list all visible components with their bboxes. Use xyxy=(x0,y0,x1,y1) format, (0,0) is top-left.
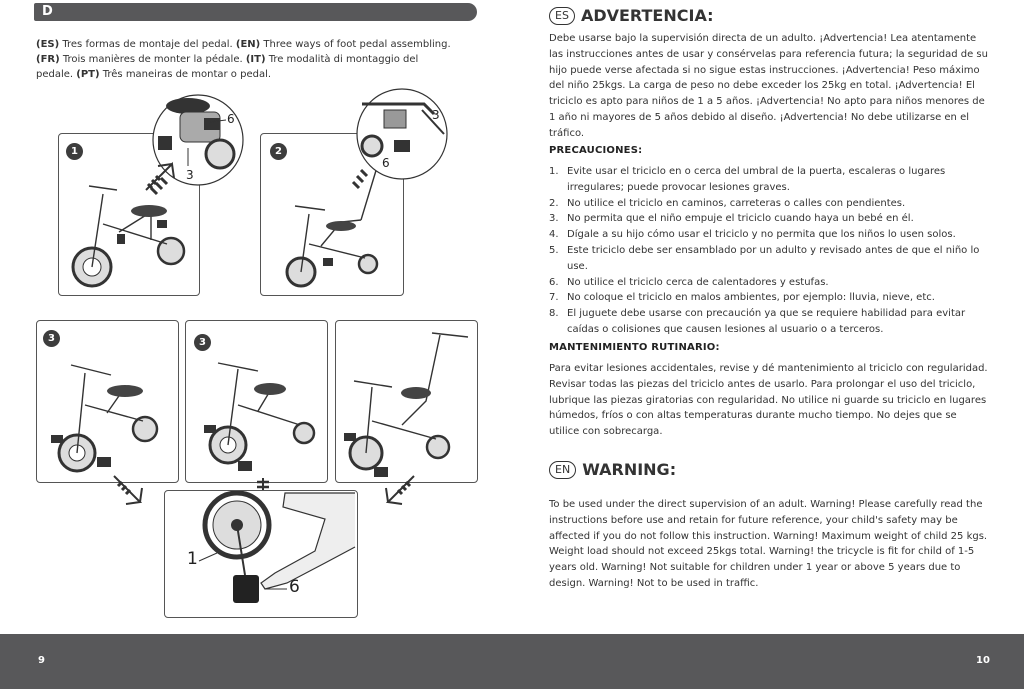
callout-1-detail: 1 xyxy=(187,549,198,569)
list-item: 8. El juguete debe usarse con precaución ya que se requiere habilidad para evitar caídas o colisiones que causen lesiones al usuario o a terceros. xyxy=(549,308,966,335)
list-item: 3. No permita que el niño empuje el triciclo cuando haya un bebé en él. xyxy=(549,213,914,225)
footer-bar xyxy=(0,634,1024,689)
intro-lang-pt: (PT) xyxy=(76,69,100,80)
zoom-detail-2 xyxy=(354,86,450,182)
es-heading-text: ADVERTENCIA: xyxy=(580,6,714,25)
intro-text-fr: Trois manières de monter la pédale. xyxy=(59,54,246,65)
section-header-bar xyxy=(34,3,477,21)
list-item: 2. No utilice el triciclo en caminos, carreteras o calles con pendientes. xyxy=(549,197,906,209)
tricycle-illustration-3b xyxy=(186,321,327,482)
intro-text-it: Tre modalità di montaggio del pedale. xyxy=(36,54,419,80)
intro-lang-it: (IT) xyxy=(245,54,266,65)
en-badge: EN xyxy=(549,461,576,479)
es-warning-text: Debe usarse bajo la supervisión directa de un adulto. ¡Advertencia! Lea atentamente las instrucciones antes de usar y consérvelas para referencia futura; la seguridad de su hijo puede verse afectada si no sigue estas instrucciones. ¡Advertencia! Peso máximo del niño 25kgs. La carga de peso no debe exceder los 25kg en total. ¡Advertencia! El triciclo es apto para niños de 1 a 5 años. ¡Advertencia! No apto para niños menores de 1 año ni mayores de 5 años debido al diseño. ¡Advertencia! No debe utilizarse en el tráfico. xyxy=(549,33,988,139)
callout-3-panel1: 3 xyxy=(186,168,194,182)
callout-6-panel1: 6 xyxy=(227,112,235,126)
precautions-list xyxy=(549,164,989,338)
step-3b-panel xyxy=(185,320,328,483)
intro-lang-fr: (FR) xyxy=(36,54,60,65)
list-item: 4. Dígale a su hijo cómo usar el triciclo y no permita que los niños lo usen solos. xyxy=(549,229,956,241)
maintenance-text: Para evitar lesiones accidentales, revise y dé mantenimiento al triciclo con regularidad. Revisar todas las piezas del triciclo antes de usarlo. Para prolongar el uso del triciclo, lubrique las piezas giratorias con regularidad. No utilice ni guarde su triciclo en lugares húmedos, fríos o con altas temperaturas durante mucho tiempo. No dejes que se utilice con sobrecarga. xyxy=(549,363,988,438)
tricycle-illustration-3c xyxy=(336,321,477,482)
en-heading-text: WARNING: xyxy=(582,460,677,479)
intro-lang-en: (EN) xyxy=(235,39,261,50)
arrow-icon-1 xyxy=(142,160,178,196)
step-3a-badge: 3 xyxy=(43,330,60,347)
step-3a-panel xyxy=(36,320,179,483)
arrow-icon-3a xyxy=(110,472,146,508)
maintenance-title: MANTENIMIENTO RUTINARIO: xyxy=(549,342,720,353)
en-heading xyxy=(549,460,676,479)
step-1-badge: 1 xyxy=(66,143,83,160)
intro-text-pt: Três maneiras de montar o pedal. xyxy=(99,69,272,80)
list-item: 1. Evite usar el triciclo en o cerca del umbral de la puerta, escaleras o lugares irregulares; puede provocar lesiones graves. xyxy=(549,166,946,193)
arrow-icon-3c xyxy=(382,472,418,508)
intro-text-es: Tres formas de montaje del pedal. xyxy=(59,39,236,50)
callout-6-detail: 6 xyxy=(289,577,300,597)
intro-text-en: Three ways of foot pedal assembling. xyxy=(260,39,451,50)
list-item: 5. Este triciclo debe ser ensamblado por un adulto y revisado antes de que el niño lo use. xyxy=(549,244,980,272)
callout-6-panel2: 6 xyxy=(382,156,390,170)
step-2-badge: 2 xyxy=(270,143,287,160)
intro-text xyxy=(36,37,456,82)
section-letter: D xyxy=(42,4,53,19)
step-3b-badge: 3 xyxy=(194,334,211,351)
tricycle-illustration-3a xyxy=(37,321,178,482)
callout-3-panel2: 3 xyxy=(432,108,440,122)
precautions-title: PRECAUCIONES: xyxy=(549,145,643,156)
intro-lang-es: (ES) xyxy=(36,39,60,50)
list-item: 6. No utilice el triciclo cerca de calentadores y estufas. xyxy=(549,276,829,288)
en-warning-text: To be used under the direct supervision of an adult. Warning! Please carefully read the instructions before use and retain for future reference, your child's safety may be affected if you do not follow this instruction. Warning! Maximum weight of child 25 kgs. Weight load should not exceed 25kgs total. Warning! the tricycle is fit for child of 1-5 years old. Warning! Not suitable for children under 1 year or above 5 years due to design. Warning! Not to be used in traffic. xyxy=(549,499,988,589)
page-number-right: 10 xyxy=(976,655,990,666)
es-heading xyxy=(549,6,714,25)
pedal-detail-panel xyxy=(164,490,358,618)
step-3c-panel xyxy=(335,320,478,483)
es-badge: ES xyxy=(549,7,575,25)
page-number-left: 9 xyxy=(38,655,45,666)
list-item: 7. No coloque el triciclo en malos ambientes, por ejemplo: lluvia, nieve, etc. xyxy=(549,292,935,304)
